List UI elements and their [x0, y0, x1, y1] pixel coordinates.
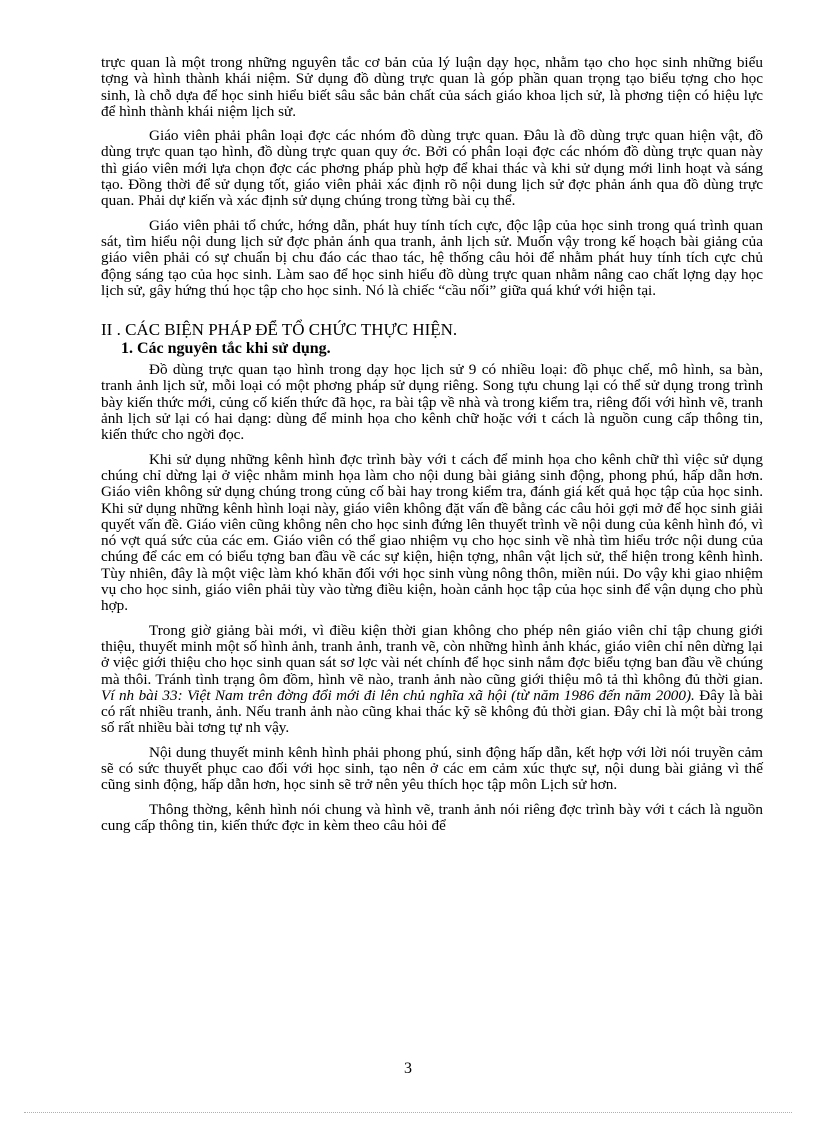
- paragraph-organize-observation: Giáo viên phải tổ chức, hớng dẫn, phát huy tính tích cực, độc lập của học sinh trong quá trình quan sát, tìm hiểu nội dung lịch sử đợc phản ánh qua tranh, ảnh lịch sử. Muốn vậy trong kế hoạch bài giảng của giáo viên phải có sự chuẩn bị chu đáo các thao tác, hệ thống câu hỏi để nhằm phát huy tính tích cực chủ động sáng tạo của học sinh. Làm sao để học sinh hiểu đồ dùng trực quan nhằm nâng cao chất lợng dạy học lịch sử, gây hứng thú học tập cho học sinh. Nó là chiếc “cầu nối” giữa quá khứ với hiện tại.: [101, 216, 763, 299]
- document-page: [101, 55, 763, 842]
- paragraph-new-lesson-text: Trong giờ giảng bài mới, vì điều kiện thời gian không cho phép nên giáo viên chỉ tập chung giới thiệu, thuyết minh một số hình ảnh, tranh ảnh, tranh vẽ, còn những hình ảnh khác, giáo viên chỉ nên dừng lại ở việc giới thiệu cho học sinh quan sát sơ lợc vài nét chính để học sinh nắm đợc biểu tợng ban đầu về chúng mà thôi. Tránh tình trạng ôm đồm, hình vẽ nào, tranh ảnh nào cũng giới thiệu mô tả thì không đủ thời gian.: [101, 621, 763, 688]
- paragraph-intro: trực quan là một trong những nguyên tắc cơ bản của lý luận dạy học, nhằm tạo cho học sinh những biểu tợng và hình thành khái niệm. Sử dụng đồ dùng trực quan là góp phần quan trọng tạo biểu tợng cho học sinh, là chỗ dựa để học sinh hiểu biết sâu sắc bản chất của sách giáo khoa lịch sử, là phơng tiện có hiệu lực để hình thành khái niệm lịch sử.: [101, 54, 763, 120]
- paragraph-visual-types: Đồ dùng trực quan tạo hình trong dạy học lịch sử 9 có nhiều loại: đồ phục chế, mô hình, sa bàn, tranh ảnh lịch sử, mỗi loại có một phơng pháp sử dụng riêng. Song tựu chung lại có thể sử dụng trong trình bày kiến thức mới, củng cố kiến thức đã học, ra bài tập về nhà và trong kiểm tra, riêng đối với hình vẽ, tranh ảnh lịch sử lại có hai dạng: dùng để minh họa cho kênh chữ hoặc với t cách là nguồn cung cấp thông tin, kiến thức cho ngời đọc.: [101, 361, 763, 444]
- paragraph-classify-tools: Giáo viên phải phân loại đợc các nhóm đồ dùng trực quan. Đâu là đồ dùng trực quan hiện vật, đồ dùng trực quan tạo hình, đồ dùng trực quan quy ớc. Bởi có phân loại đợc các nhóm đồ dùng trực quan này thì giáo viên mới lựa chọn đợc các phơng pháp phù hợp để khai thác và khi sử dụng mới linh hoạt và sáng tạo. Đồng thời để sử dụng tốt, giáo viên phải xác định rõ nội dung lịch sử đợc phản ánh qua đồ dùng trực quan. Phải dự kiến và xác định sử dụng chúng trong từng bài cụ thể.: [101, 127, 763, 210]
- footer-divider: [24, 1112, 792, 1113]
- subsection-heading: 1. Các nguyên tắc khi sử dụng.: [121, 340, 331, 358]
- paragraph-illustration-use: Khi sử dụng những kênh hình đợc trình bày với t cách để minh họa cho kênh chữ thì việc sử dụng chúng chỉ dừng lại ở việc nhằm minh họa làm cho nội dung bài giảng sinh động, phong phú, hấp dẫn hơn. Giáo viên không sử dụng chúng trong củng cố bài hay trong kiểm tra, đánh giá kết quả học tập của học sinh. Khi sử dụng những kênh hình loại này, giáo viên không đặt vấn đề bằng các câu hỏi gợi mở để học sinh giải quyết vấn đề. Giáo viên cũng không nên cho học sinh đứng lên thuyết trình về nội dung của kênh hình đó, vì nó vợt quá sức của các em. Giáo viên có thể giao nhiệm vụ cho học sinh về nhà tìm hiểu trớc nội dung của chúng để các em có biểu tợng ban đầu về các sự kiện, hiện tợng, nhân vật lịch sử, thể hiện trong kênh hình. Tùy nhiên, đây là một việc làm khó khăn đối với học sinh vùng nông thôn, miền núi. Do vậy khi giao nhiệm vụ cho học sinh, giáo viên phải tùy vào từng điều kiện, hoàn cảnh học tập của học sinh để vận dụng cho phù hợp.: [101, 450, 763, 615]
- page-number: 3: [404, 1060, 412, 1077]
- example-lesson-reference: Ví nh bài 33: Việt Nam trên đờng đổi mới đi lên chủ nghĩa xã hội (từ năm 1986 đến năm 2000).: [101, 686, 695, 704]
- paragraph-information-source: Thông thờng, kênh hình nói chung và hình vẽ, tranh ảnh nói riêng đợc trình bày với t cách là nguồn cung cấp thông tin, kiến thức đợc in kèm theo câu hỏi để: [101, 800, 763, 834]
- section-heading: II . CÁC BIỆN PHÁP ĐỂ TỔ CHỨC THỰC HIỆN.: [101, 320, 458, 340]
- paragraph-commentary: Nội dung thuyết minh kênh hình phải phong phú, sinh động hấp dẫn, kết hợp với lời nói truyền cảm sẽ có sức thuyết phục cao đối với học sinh, tạo nên ở các em cảm xúc thực sự, nội dung bài giảng vì thế cũng sinh động, hấp dẫn hơn, học sinh sẽ trở nên yêu thích học tập môn Lịch sử hơn.: [101, 743, 763, 794]
- paragraph-new-lesson-tail: Đây là bài có rất nhiều tranh, ảnh. Nếu tranh ảnh nào cũng khai thác kỹ sẽ không đủ thời gian. Đây chỉ là một bài trong số rất nhiều bài tơng tự nh vậy.: [101, 686, 763, 737]
- paragraph-new-lesson: [101, 623, 763, 737]
